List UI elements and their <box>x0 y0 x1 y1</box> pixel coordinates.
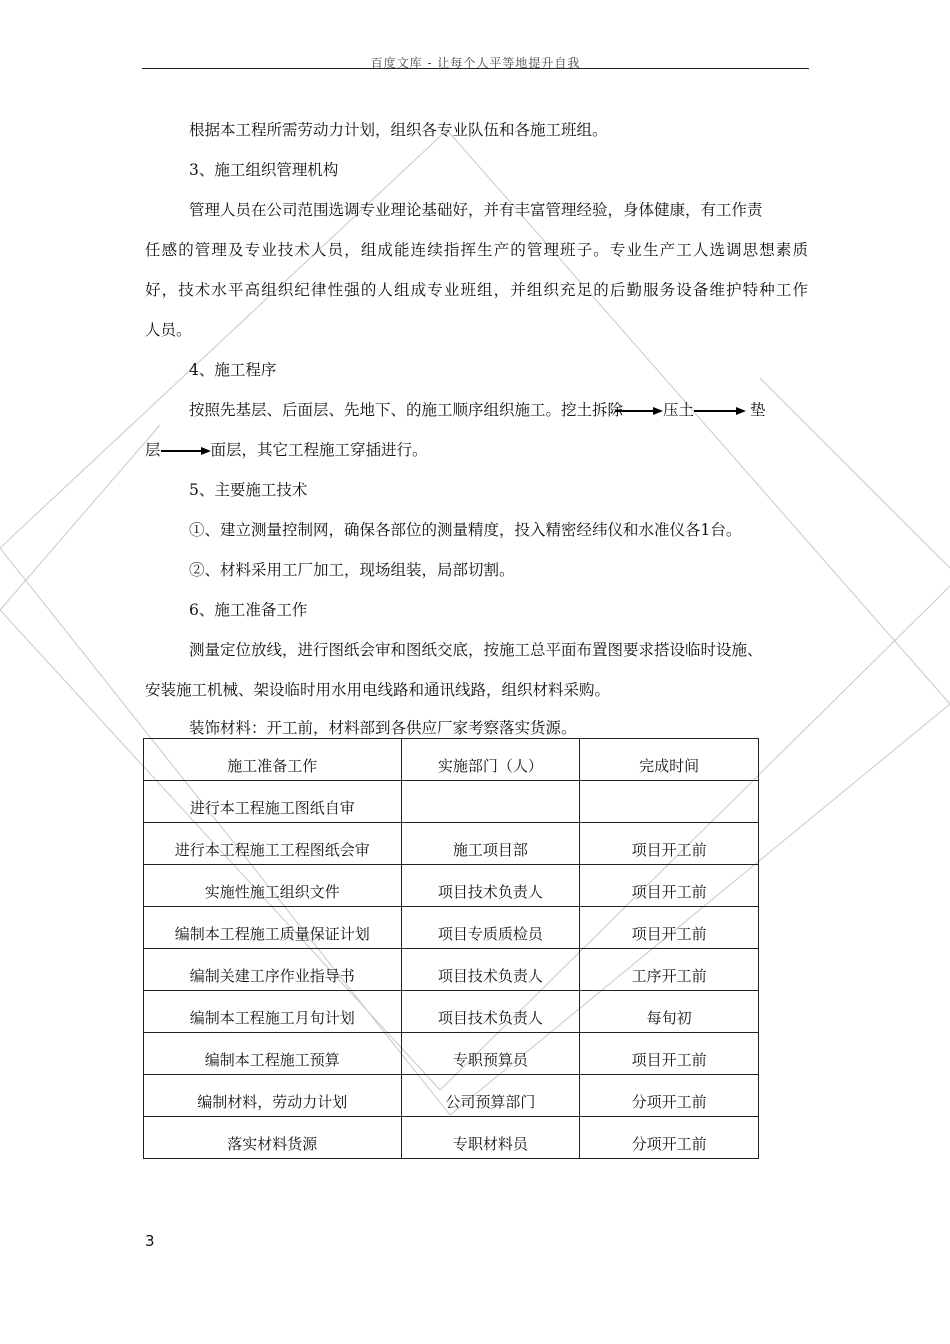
table-cell-department: 项目技术负责人 <box>401 865 580 907</box>
table-cell-department <box>401 781 580 823</box>
table-cell-task: 编制本工程施工质量保证计划 <box>144 907 402 949</box>
right-arrow-icon <box>694 406 746 416</box>
table-cell-task: 落实材料货源 <box>144 1117 402 1159</box>
table-cell-department: 项目技术负责人 <box>401 991 580 1033</box>
table-cell-task: 编制材料，劳动力计划 <box>144 1075 402 1117</box>
paragraph-labor: 根据本工程所需劳动力计划，组织各专业队伍和各施工班组。 <box>189 121 608 139</box>
paragraph-preparation-line-2: 安装施工机械、架设临时用水用电线路和通讯线路，组织材料采购。 <box>145 681 611 699</box>
heading-section-4: 4、施工程序 <box>189 361 277 379</box>
page-number: 3 <box>145 1232 155 1250</box>
table-row <box>144 781 759 823</box>
table-row <box>144 949 759 991</box>
sequence-text-layer: 层 <box>145 441 161 459</box>
paragraph-management-line-4: 人员。 <box>145 321 192 339</box>
table-header-cell: 施工准备工作 <box>144 739 402 781</box>
table-cell-deadline: 项目开工前 <box>580 1033 759 1075</box>
table-cell-deadline: 分项开工前 <box>580 1075 759 1117</box>
sequence-text-end: 面层，其它工程施工穿插进行。 <box>210 441 428 459</box>
table-cell-task: 进行本工程施工图纸自审 <box>144 781 402 823</box>
table-cell-task: 进行本工程施工工程图纸会审 <box>144 823 402 865</box>
table-cell-deadline <box>580 781 759 823</box>
table-cell-task: 实施性施工组织文件 <box>144 865 402 907</box>
table-row <box>144 1075 759 1117</box>
table-cell-department: 专职预算员 <box>401 1033 580 1075</box>
table-row <box>144 907 759 949</box>
table-row <box>144 991 759 1033</box>
paragraph-materials: 装饰材料：开工前，材料部到各供应厂家考察落实货源。 <box>189 719 577 737</box>
preparation-table <box>143 738 759 1159</box>
table-header-cell: 完成时间 <box>580 739 759 781</box>
table-cell-deadline: 项目开工前 <box>580 907 759 949</box>
table-row <box>144 865 759 907</box>
table-cell-department: 项目专质质检员 <box>401 907 580 949</box>
paragraph-management-line-2: 任感的管理及专业技术人员，组成能连续指挥生产的管理班子。专业生产工人选调思想素质 <box>145 241 808 259</box>
table-header-row <box>144 739 759 781</box>
table-cell-deadline: 项目开工前 <box>580 823 759 865</box>
sequence-text-cushion: 垫 <box>750 401 766 419</box>
sequence-text-compact: 压土 <box>663 401 695 419</box>
table-cell-deadline: 项目开工前 <box>580 865 759 907</box>
heading-section-5: 5、主要施工技术 <box>189 481 308 499</box>
technique-item-2: ②、材料采用工厂加工，现场组装，局部切割。 <box>189 561 515 579</box>
table-row <box>144 823 759 865</box>
table-cell-department: 施工项目部 <box>401 823 580 865</box>
paragraph-management-line-1: 管理人员在公司范围选调专业理论基础好，并有丰富管理经验，身体健康，有工作责 <box>189 201 763 219</box>
heading-section-3: 3、施工组织管理机构 <box>189 161 339 179</box>
table-row <box>144 1033 759 1075</box>
table-cell-department: 专职材料员 <box>401 1117 580 1159</box>
table-row <box>144 1117 759 1159</box>
table-header-cell: 实施部门（人） <box>401 739 580 781</box>
right-arrow-icon <box>615 406 663 416</box>
paragraph-sequence-line-2 <box>145 440 428 460</box>
technique-item-1: ①、建立测量控制网，确保各部位的测量精度，投入精密经纬仪和水准仪各1台。 <box>189 521 742 539</box>
table-cell-department: 项目技术负责人 <box>401 949 580 991</box>
sequence-text-start: 按照先基层、后面层、先地下、的施工顺序组织施工。挖土拆除 <box>189 401 624 419</box>
table-cell-deadline: 每旬初 <box>580 991 759 1033</box>
table-cell-deadline: 分项开工前 <box>580 1117 759 1159</box>
table-cell-task: 编制本工程施工预算 <box>144 1033 402 1075</box>
table-cell-deadline: 工序开工前 <box>580 949 759 991</box>
paragraph-management-line-3: 好，技术水平高组织纪律性强的人组成专业班组，并组织充足的后勤服务设备维护特种工作 <box>145 281 808 299</box>
paragraph-sequence-line-1 <box>189 400 766 420</box>
header-rule <box>142 68 809 69</box>
page-header: 百度文库 - 让每个人平等地提升自我 <box>370 56 581 70</box>
right-arrow-icon <box>161 446 211 456</box>
paragraph-preparation-line-1: 测量定位放线，进行图纸会审和图纸交底，按施工总平面布置图要求搭设临时设施、 <box>189 641 763 659</box>
table-cell-task: 编制关建工序作业指导书 <box>144 949 402 991</box>
table-cell-task: 编制本工程施工月旬计划 <box>144 991 402 1033</box>
heading-section-6: 6、施工准备工作 <box>189 601 308 619</box>
table-cell-department: 公司预算部门 <box>401 1075 580 1117</box>
